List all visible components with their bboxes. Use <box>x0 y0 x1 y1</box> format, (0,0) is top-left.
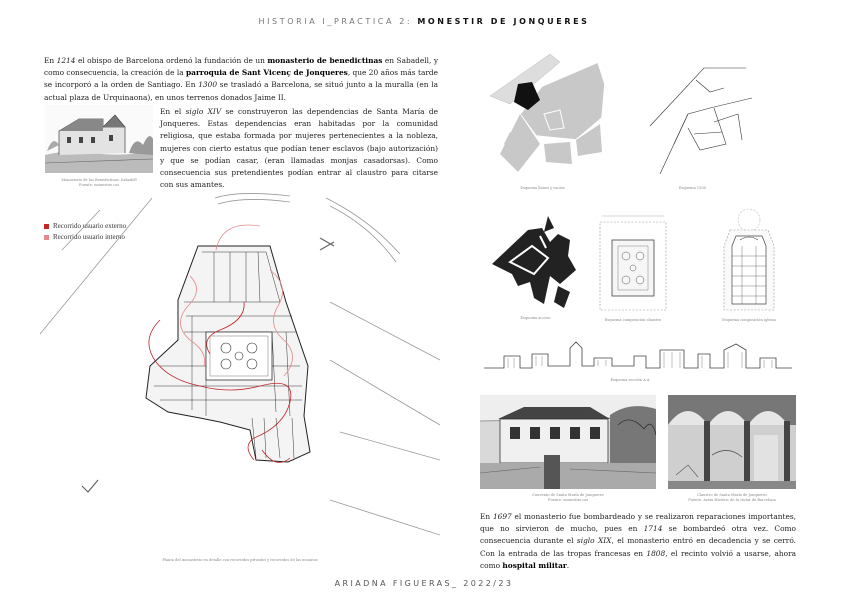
diagram-1500-caption: Esquema 1500 <box>678 186 707 190</box>
century-xiv: siglo XIV <box>185 107 222 116</box>
intro-paragraph: En 1214 el obispo de Barcelona ordenó la fundación de un monasterio de benedictinas en Sabadell, y como consecuencia, la creación de la parroquia de Sant Vicenç de Jonqueres, que 20 años más tarde se incorporó a la orden de Santiago. En 1300 se trasladó a Barcelona, se situó junto a la muralla (en la actual plaza de Urquinaona), en unos terrenos donados Jaime II. <box>44 56 438 102</box>
cloister-composition-diagram <box>598 214 668 314</box>
year-1808: 1808 <box>646 548 666 558</box>
header-title: MONESTIR DE JONQUERES <box>417 17 590 26</box>
highlight-monasterio: monasterio de benedictinas <box>267 56 383 65</box>
century-xix: siglo XIX <box>576 536 612 546</box>
year-1300: 1300 <box>198 80 218 90</box>
access-caption: Esquema acceso <box>520 316 551 320</box>
diagram-1500 <box>630 44 755 184</box>
engraving1-caption: Convento de Santa María de Jonqueres Fuente: monestirs.cat <box>532 493 604 502</box>
monastery-floor-plan <box>40 190 440 560</box>
highlight-hospital: hospital militar <box>502 560 567 570</box>
sabadell-monastery-sketch <box>45 105 153 173</box>
engraving2-caption: Claustro de Santa María de Jonqueres Fuente: Arxiu Històric de la ciutat de Barcelona <box>688 493 776 502</box>
church-composition-diagram <box>718 206 780 314</box>
cloister-engraving <box>668 395 796 489</box>
plan-caption: Planta del monasterio en detalle con recorridos privados y recorridos de las usuarios <box>162 558 318 562</box>
section-caption: Esquema sección A-A <box>610 378 650 382</box>
sketch1-caption: Monasterio de las Benedictinas, Sabadell Fuente: monestirs.cat <box>61 178 137 187</box>
convent-engraving <box>480 395 656 489</box>
legend-external: Recorrido usuario externo <box>44 222 126 230</box>
access-diagram <box>488 212 583 312</box>
solid-void-diagram <box>480 44 605 184</box>
header-prefix: HISTORIA I_PRACTICA 2: <box>258 17 418 26</box>
solid-void-caption: Esquema llenos y vacíos <box>520 186 565 190</box>
year-1714: 1714 <box>643 524 663 534</box>
year-1214: 1214 <box>56 56 76 65</box>
page-footer: ARIADNA FIGUERAS_ 2022/23 <box>334 579 514 588</box>
page-header <box>0 17 848 26</box>
legend-internal: Recorrido usuario interno <box>44 233 126 241</box>
church-caption: Esquema composición iglesia <box>722 318 776 322</box>
year-1697: 1697 <box>492 512 512 521</box>
section-aa-diagram <box>484 340 792 372</box>
history-paragraph: En el siglo XIV se construyeron las dependencias de Santa María de Jonqueres. Estas dependencias eran habitadas por la comunidad religiosa, que estaba formada por mujeres pertenecientes a la nobleza, mujeres con cierto estatus que podían tener esclavos (bajo autorización) y que se podían casar, (eran llamadas monjas casadorsas). Como consecuencia sus pretendientes podían entrar al claustro para citarse con sus amantes. <box>160 107 438 190</box>
highlight-parroquia: parroquia de Sant Vicenç de Jonqueres <box>186 68 348 78</box>
cloister-caption: Esquema composición claustro <box>604 318 662 322</box>
decline-paragraph: En 1697 el monasterio fue bombardeado y se realizaron reparaciones importantes, que no sirvieron de mucho, pues en 1714 se bombardeó otra vez. Como consecuencia durante el siglo XIX, el monasterio entró en decadencia y se cerró. Con la entrada de las tropas francesas en 1808, el recinto volvió a usarse, ahora como hospital militar. <box>480 512 797 570</box>
